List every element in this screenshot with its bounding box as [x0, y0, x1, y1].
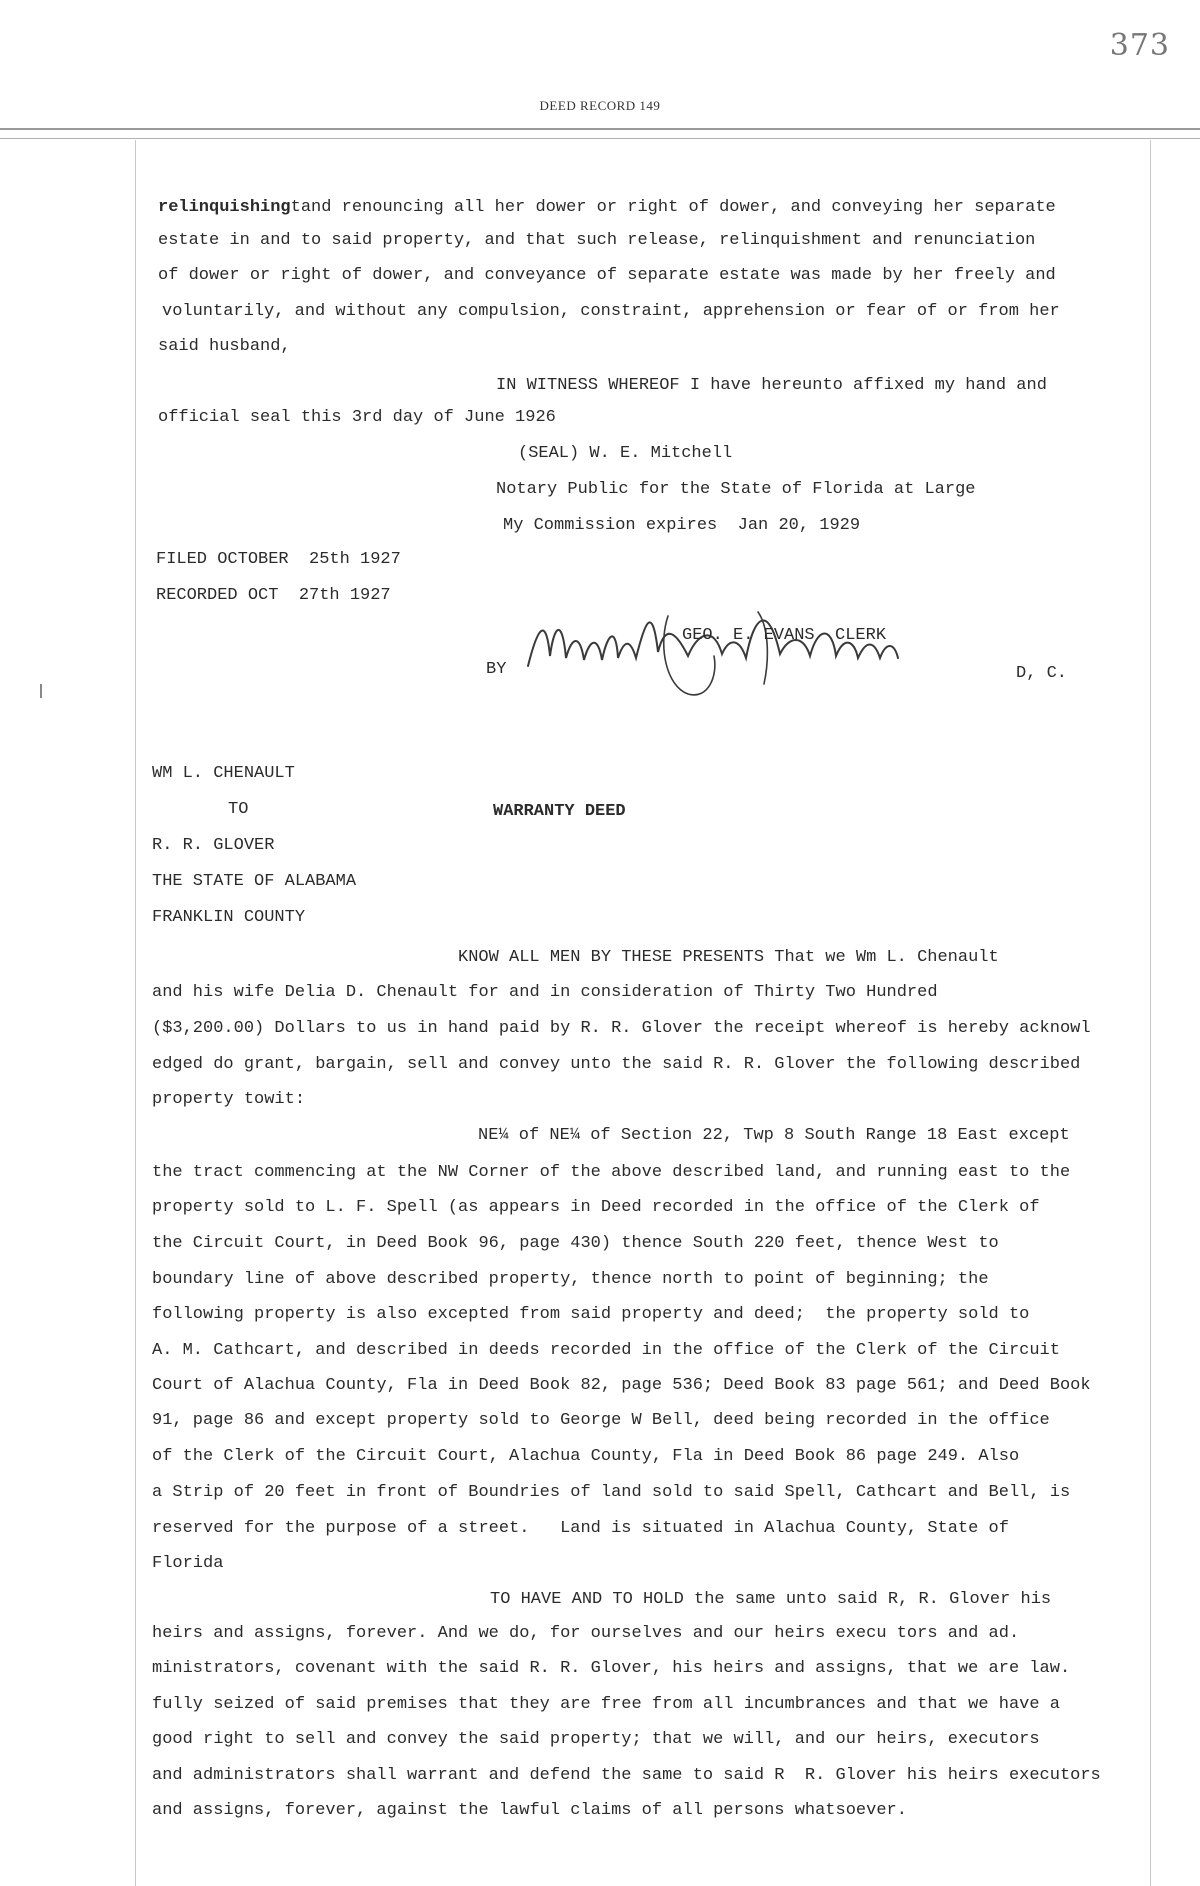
seal-line: (SEAL) W. E. Mitchell	[518, 444, 733, 463]
notary-line-text: tand renouncing all her dower or right of dower, and conveying her separate	[290, 198, 1056, 217]
to-label: TO	[228, 800, 249, 819]
description-line: 91, page 86 and except property sold to George W Bell, deed being recorded in the office	[152, 1411, 1050, 1430]
description-line: the Circuit Court, in Deed Book 96, page 430) thence South 220 feet, thence West to	[152, 1234, 999, 1253]
notary-lead-word: relinquishing	[158, 198, 291, 217]
description-line: NE¼ of NE¼ of Section 22, Twp 8 South Range 18 East except	[478, 1126, 1070, 1145]
intro-line: and his wife Delia D. Chenault for and in consideration of Thirty Two Hundred	[152, 983, 938, 1002]
intro-line: KNOW ALL MEN BY THESE PRESENTS That we Wm L. Chenault	[458, 948, 999, 967]
notary-line: of dower or right of dower, and conveyance of separate estate was made by her freely and	[158, 266, 1056, 285]
page-number: 373	[1109, 28, 1170, 63]
intro-line: ($3,200.00) Dollars to us in hand paid by R. R. Glover the receipt whereof is hereby acknowl	[152, 1019, 1091, 1038]
header-rule-bottom	[0, 138, 1200, 139]
notary-line: estate in and to said property, and that such release, relinquishment and renunciation	[158, 231, 1036, 250]
clerk-name: GEO. E. EVANS CLERK	[682, 626, 887, 645]
state-line: THE STATE OF ALABAMA	[152, 872, 357, 891]
commission-line: My Commission expires Jan 20, 1929	[503, 516, 861, 535]
left-margin-line	[135, 140, 136, 1886]
habendum-line: TO HAVE AND TO HOLD the same unto said R, R. Glover his	[490, 1590, 1052, 1609]
deputy-clerk-label: D, C.	[1016, 664, 1068, 683]
habendum-line: and assigns, forever, against the lawful claims of all persons whatsoever.	[152, 1801, 907, 1820]
grantee-name: R. R. GLOVER	[152, 836, 275, 855]
habendum-line: ministrators, covenant with the said R. R. Glover, his heirs and assigns, that we are law.	[152, 1659, 1071, 1678]
running-head: DEED RECORD 149	[539, 98, 661, 113]
by-label: BY	[486, 660, 507, 679]
habendum-line: and administrators shall warrant and defend the same to said R R. Glover his heirs executors	[152, 1766, 1101, 1785]
filed-line: FILED OCTOBER 25th 1927	[156, 550, 401, 569]
notary-line: voluntarily, and without any compulsion, constraint, apprehension or fear of or from her	[162, 302, 1060, 321]
habendum-line: heirs and assigns, forever. And we do, for ourselves and our heirs execu tors and ad.	[152, 1624, 1020, 1643]
description-line: Court of Alachua County, Fla in Deed Book 82, page 536; Deed Book 83 page 561; and Deed Book	[152, 1376, 1091, 1395]
notary-title: Notary Public for the State of Florida at Large	[496, 480, 976, 499]
notary-line: said husband,	[158, 337, 291, 356]
margin-tick	[40, 684, 42, 698]
deed-type: WARRANTY DEED	[493, 802, 626, 821]
witness-date-line: official seal this 3rd day of June 1926	[158, 408, 556, 427]
habendum-line: fully seized of said premises that they are free from all incumbrances and that we have a	[152, 1695, 1060, 1714]
clerk-signature	[518, 596, 938, 711]
description-line: a Strip of 20 feet in front of Boundries of land sold to said Spell, Cathcart and Bell, is	[152, 1483, 1071, 1502]
right-margin-line	[1150, 140, 1151, 1886]
intro-line: edged do grant, bargain, sell and convey unto the said R. R. Glover the following described	[152, 1055, 1081, 1074]
description-line: property sold to L. F. Spell (as appears in Deed recorded in the office of the Clerk of	[152, 1198, 1040, 1217]
witness-line: IN WITNESS WHEREOF I have hereunto affixed my hand and	[496, 376, 1047, 395]
intro-line: property towit:	[152, 1090, 306, 1109]
grantor-name: WM L. CHENAULT	[152, 764, 295, 783]
county-line: FRANKLIN COUNTY	[152, 908, 306, 927]
description-line: of the Clerk of the Circuit Court, Alachua County, Fla in Deed Book 86 page 249. Also	[152, 1447, 1020, 1466]
header-rule-top	[0, 128, 1200, 130]
description-line: the tract commencing at the NW Corner of the above described land, and running east to the	[152, 1163, 1071, 1182]
description-line: A. M. Cathcart, and described in deeds recorded in the office of the Clerk of the Circuit	[152, 1341, 1060, 1360]
recorded-line: RECORDED OCT 27th 1927	[156, 586, 391, 605]
description-line: Florida	[152, 1554, 224, 1573]
description-line: following property is also excepted from said property and deed; the property sold to	[152, 1305, 1030, 1324]
description-line: boundary line of above described property, thence north to point of beginning; the	[152, 1270, 989, 1289]
habendum-line: good right to sell and convey the said property; that we will, and our heirs, executors	[152, 1730, 1040, 1749]
notary-line	[158, 198, 1056, 218]
description-line: reserved for the purpose of a street. Land is situated in Alachua County, State of	[152, 1519, 1009, 1538]
